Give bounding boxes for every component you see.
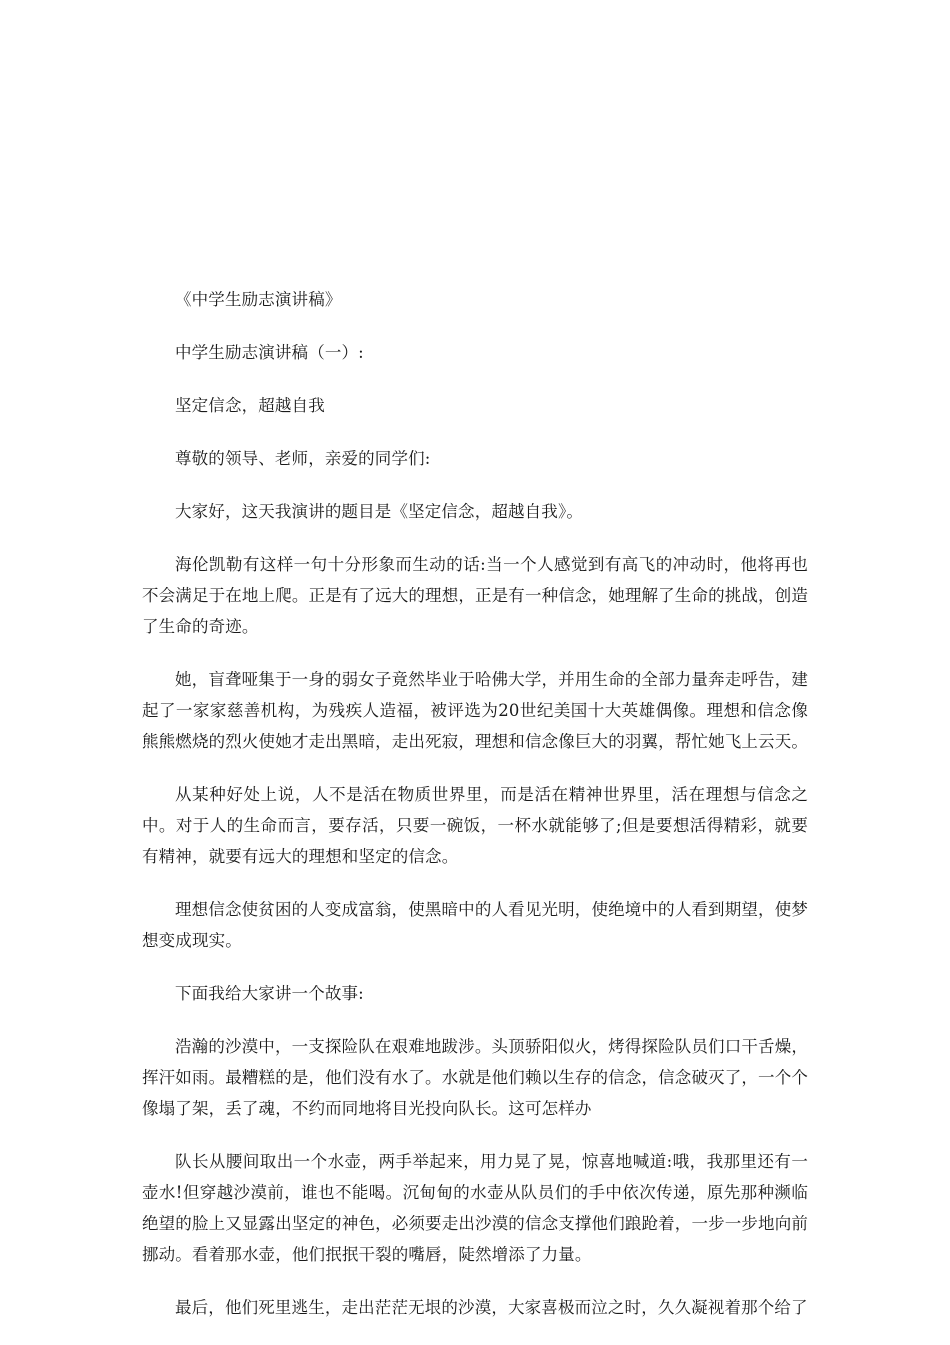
paragraph: 大家好，这天我演讲的题目是《坚定信念，超越自我》。	[175, 502, 583, 521]
paragraph: 队长从腰间取出一个水壶，两手举起来，用力晃了晃，惊喜地喊道:哦，我那里还有一壶水!但穿越沙漠前，谁也不能喝。沉甸甸的水壶从队员们的手中依次传递，原先那种濒临绝望的脸上又显露出坚定的神色，必须要走出沙漠的信念支撑他们踉跄着，一步一步地向前挪动。看着那水壶，他们抿抿干裂的嘴唇，陡然增添了力量。	[142, 1152, 808, 1264]
document-body	[142, 284, 808, 1345]
paragraph: 下面我给大家讲一个故事:	[175, 984, 364, 1003]
paragraph: 最后，他们死里逃生，走出茫茫无垠的沙漠，大家喜极而泣之时，久久凝视着那个给了	[175, 1298, 808, 1317]
document-title: 《中学生励志演讲稿》	[175, 290, 342, 309]
paragraph: 理想信念使贫困的人变成富翁，使黑暗中的人看见光明，使绝境中的人看到期望，使梦想变成现实。	[142, 900, 808, 950]
salutation: 尊敬的领导、老师，亲爱的同学们:	[175, 449, 431, 468]
paragraph: 浩瀚的沙漠中，一支探险队在艰难地跋涉。头顶骄阳似火，烤得探险队员们口干舌燥，挥汗如雨。最糟糕的是，他们没有水了。水就是他们赖以生存的信念，信念破灭了，一个个像塌了架，丢了魂，不约而同地将目光投向队长。这可怎样办	[142, 1037, 808, 1118]
paragraph: 她，盲聋哑集于一身的弱女子竟然毕业于哈佛大学，并用生命的全部力量奔走呼告，建起了一家家慈善机构，为残疾人造福，被评选为20世纪美国十大英雄偶像。理想和信念像熊熊燃烧的烈火使她才走出黑暗，走出死寂，理想和信念像巨大的羽翼，帮忙她飞上云天。	[142, 670, 808, 751]
section-heading: 中学生励志演讲稿（一）:	[175, 343, 364, 362]
paragraph: 从某种好处上说，人不是活在物质世界里，而是活在精神世界里，活在理想与信念之中。对于人的生命而言，要存活，只要一碗饭，一杯水就能够了;但是要想活得精彩，就要有精神，就要有远大的理想和坚定的信念。	[142, 785, 808, 866]
paragraph: 海伦凯勒有这样一句十分形象而生动的话:当一个人感觉到有高飞的冲动时，他将再也不会满足于在地上爬。正是有了远大的理想，正是有一种信念，她理解了生命的挑战，创造了生命的奇迹。	[142, 555, 808, 636]
speech-title: 坚定信念，超越自我	[175, 396, 325, 415]
